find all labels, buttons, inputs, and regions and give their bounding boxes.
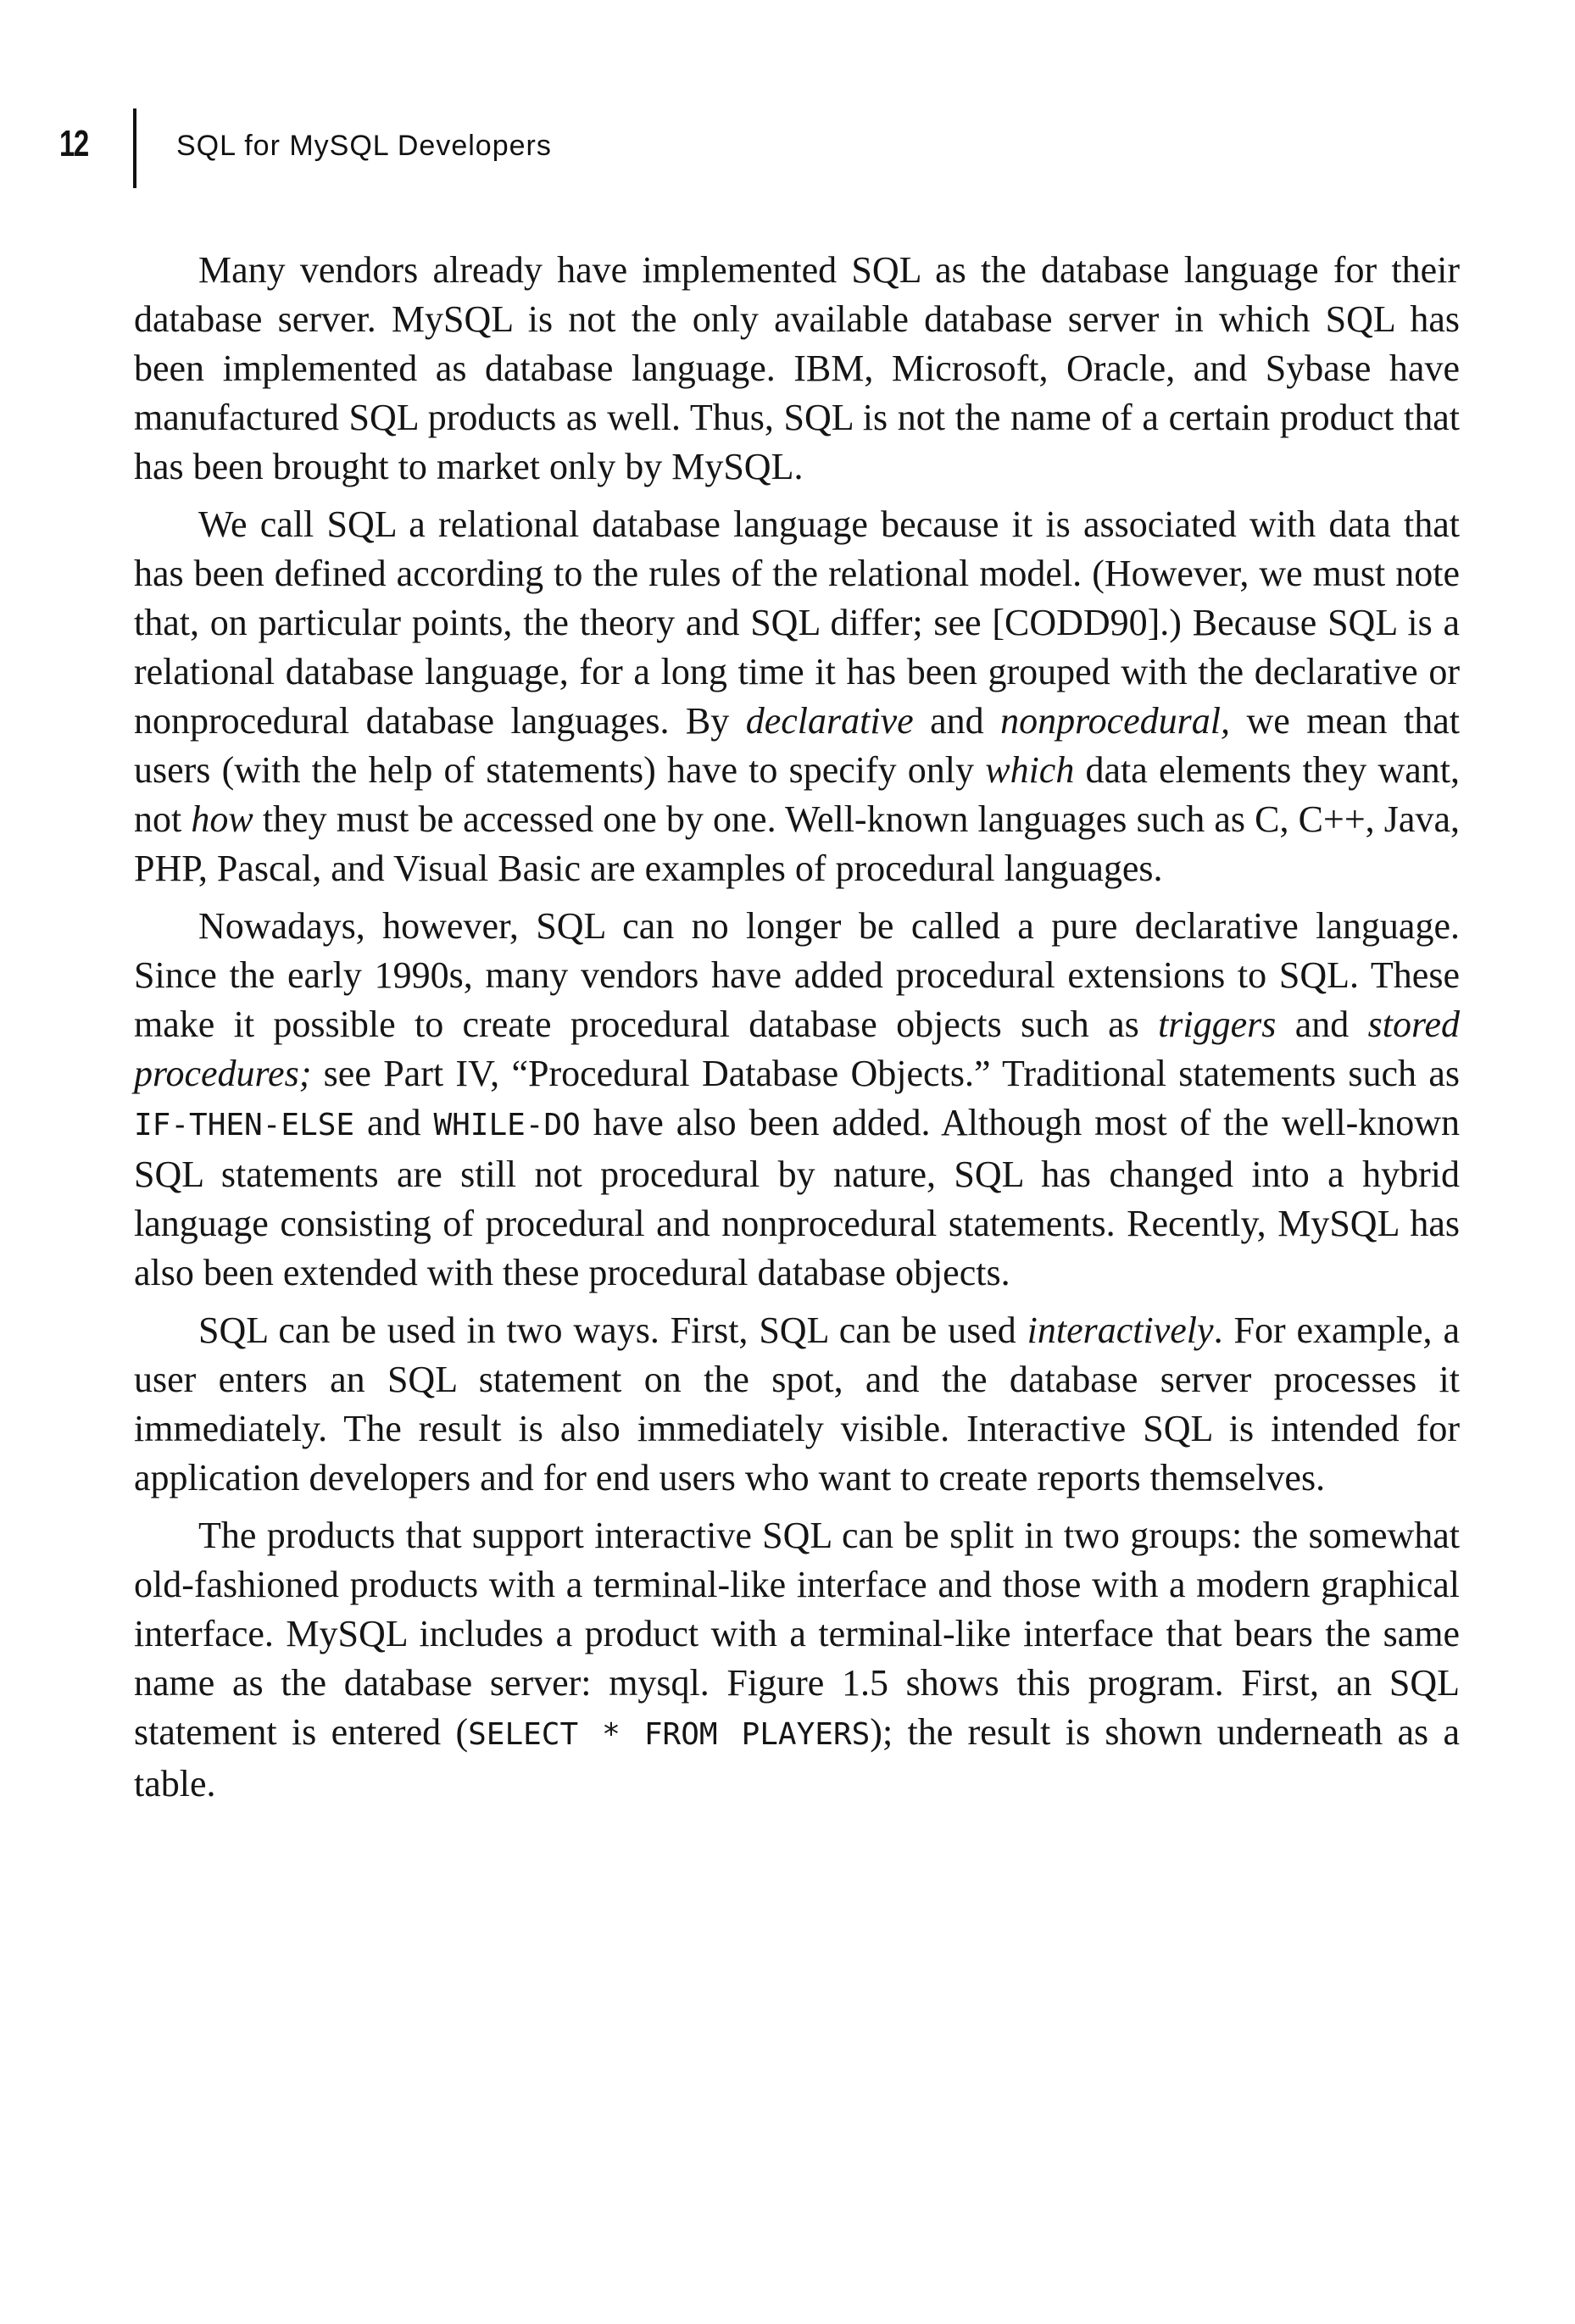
text-run: The products that support interactive SQL can be split in two groups: the somewhat old-fashioned products with a terminal-like interface and those with a modern graphical interface. MySQL includes a product with a terminal-like interface that bears the same name as the database server: mysql. Figure 1.5 shows this program. First, an SQL statement is entered (	[134, 1515, 1460, 1753]
paragraph-3	[134, 902, 1460, 1298]
text-run: we mean that users (with the help of statements) have to specify only	[134, 700, 1460, 791]
text-run: see Part IV, “Procedural Database Objects.” Traditional statements such as	[311, 1053, 1460, 1094]
text-run: SQL can be used in two ways. First, SQL can be used	[198, 1309, 1027, 1351]
text-run: ); the result is shown underneath as a table.	[134, 1711, 1460, 1804]
text-run: have also been added. Although most of the well-known SQL statements are still not procedural by nature, SQL has changed into a hybrid language consisting of procedural and nonprocedural statements. Recently, MySQL has also been extended with these procedural database objects.	[134, 1102, 1460, 1293]
emphasis: declarative	[745, 700, 914, 742]
text-run: We call SQL a relational database language because it is associated with data that has been defined according to the rules of the relational model. (However, we must note that, on particular points, the theory and SQL differ; see [CODD90].) Because SQL is a relational database language, for a long time it has been grouped with the declarative or nonprocedural database languages. By	[134, 503, 1460, 742]
inline-code: SELECT * FROM PLAYERS	[468, 1717, 871, 1752]
emphasis: triggers	[1158, 1004, 1277, 1045]
emphasis: interactively	[1027, 1309, 1214, 1351]
emphasis: which	[985, 749, 1075, 791]
paragraph-4	[134, 1306, 1460, 1503]
page-header	[59, 108, 1500, 190]
page-number: 12	[59, 123, 88, 164]
emphasis: how	[191, 798, 253, 840]
text-run: . For example, a user enters an SQL statement on the spot, and the database server processes it immediately. The result is also immediately visible. Interactive SQL is intended for application developers and for end users who want to create reports themselves.	[134, 1309, 1460, 1498]
text-run: and	[354, 1102, 434, 1143]
emphasis: nonprocedural,	[1000, 700, 1231, 742]
text-run: data elements they want, not	[134, 749, 1460, 840]
text-run: they must be accessed one by one. Well-known languages such as C, C++, Java, PHP, Pascal, and Visual Basic are examples of procedural languages.	[134, 798, 1460, 889]
text-run: and	[1276, 1004, 1368, 1045]
text-run: and	[913, 700, 1001, 742]
text-run: Nowadays, however, SQL can no longer be called a pure declarative language. Since the early 1990s, many vendors have added procedural extensions to SQL. These make it possible to create procedural database objects such as	[134, 905, 1460, 1045]
paragraph-1	[134, 246, 1460, 492]
body-text	[134, 246, 1460, 1817]
running-title: SQL for MySQL Developers	[176, 130, 552, 162]
paragraph-1-text: Many vendors already have implemented SQL as the database language for their database server. MySQL is not the only available database server in which SQL has been implemented as database language. IBM, Microsoft, Oracle, and Sybase have manufactured SQL products as well. Thus, SQL is not the name of a certain product that has been brought to market only by MySQL.	[134, 249, 1460, 487]
paragraph-5	[134, 1511, 1460, 1809]
emphasis: stored procedures;	[134, 1004, 1460, 1094]
header-divider	[133, 108, 136, 188]
inline-code: WHILE-DO	[433, 1108, 581, 1143]
paragraph-2	[134, 500, 1460, 893]
inline-code: IF-THEN-ELSE	[134, 1108, 355, 1143]
